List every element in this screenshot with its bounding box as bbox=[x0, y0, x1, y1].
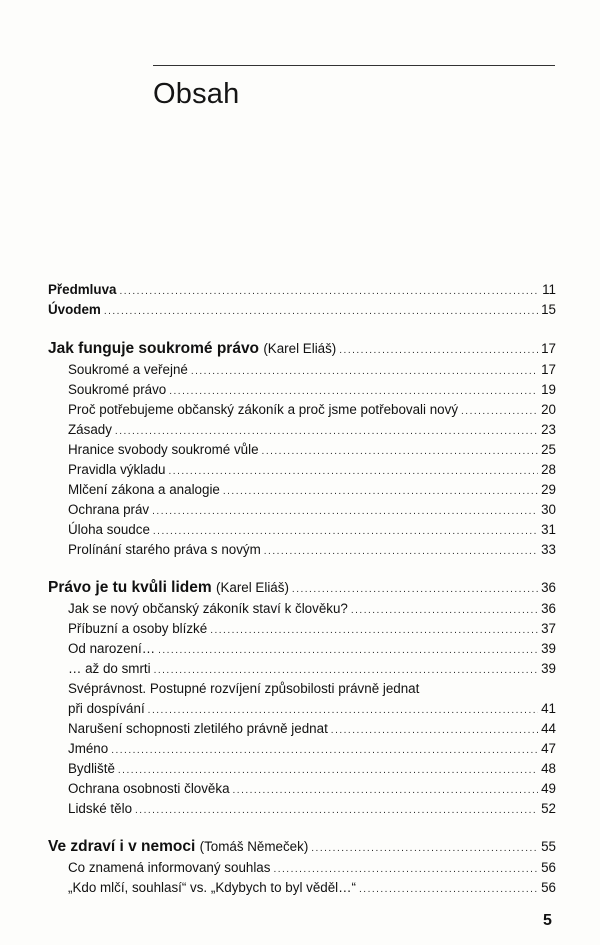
toc-entry[interactable] bbox=[48, 779, 556, 799]
toc-chapter-3[interactable] bbox=[48, 836, 556, 858]
toc-entry-page: 20 bbox=[541, 402, 556, 417]
toc-entry-page: 25 bbox=[541, 442, 556, 457]
toc-entry[interactable] bbox=[48, 639, 556, 659]
dot-leader bbox=[191, 362, 538, 382]
dot-leader bbox=[118, 761, 538, 781]
toc-entry-page: 33 bbox=[541, 542, 556, 557]
toc-entry-page: 15 bbox=[541, 302, 556, 317]
toc-chapter-heading bbox=[48, 577, 289, 599]
toc-entry-title: Pravidla výkladu bbox=[68, 462, 166, 477]
toc-entry-title: Jméno bbox=[68, 741, 109, 756]
toc-entry[interactable] bbox=[48, 500, 556, 520]
toc-entry[interactable] bbox=[48, 719, 556, 739]
chapter-title: Právo je tu kvůli lidem bbox=[48, 579, 212, 596]
toc-chapter-1[interactable] bbox=[48, 338, 556, 360]
toc-entry-page: 17 bbox=[541, 341, 556, 356]
toc-entry-title: Ochrana práv bbox=[68, 502, 150, 517]
toc-entry-introduction[interactable] bbox=[48, 300, 556, 320]
toc-entry-page: 37 bbox=[541, 621, 556, 636]
dot-leader bbox=[311, 838, 538, 860]
dot-leader bbox=[148, 701, 538, 721]
page-heading: Obsah bbox=[153, 78, 240, 110]
toc-entry-title: Mlčení zákona a analogie bbox=[68, 482, 220, 497]
toc-entry-title: Jak se nový občanský zákoník staví k člověku? bbox=[68, 601, 348, 616]
toc-entry-foreword[interactable] bbox=[48, 280, 556, 300]
dot-leader bbox=[331, 721, 538, 741]
toc-entry-page: 55 bbox=[541, 839, 556, 854]
toc-entry-title: Bydliště bbox=[68, 761, 115, 776]
dot-leader bbox=[152, 502, 538, 522]
toc-entry-title: Narušení schopnosti zletilého právně jednat bbox=[68, 721, 328, 736]
toc-entry[interactable] bbox=[48, 858, 556, 878]
toc-entry[interactable] bbox=[48, 480, 556, 500]
toc-entry-title: Svéprávnost. Postupné rozvíjení způsobilosti právně jednat bbox=[68, 681, 420, 696]
toc-entry-title: Lidské tělo bbox=[68, 801, 133, 816]
toc-entry-title: „Kdo mlčí, souhlasí“ vs. „Kdybych to byl věděl…“ bbox=[68, 880, 357, 895]
dot-leader bbox=[461, 402, 538, 422]
chapter-author: (Karel Eliáš) bbox=[215, 580, 289, 595]
toc-entry-page: 44 bbox=[541, 721, 556, 736]
dot-leader bbox=[262, 442, 539, 462]
toc-entry-page: 52 bbox=[541, 801, 556, 816]
dot-leader bbox=[111, 741, 538, 761]
toc-entry[interactable] bbox=[48, 540, 556, 560]
dot-leader bbox=[233, 781, 539, 801]
toc-entry[interactable] bbox=[48, 799, 556, 819]
toc-entry[interactable] bbox=[48, 739, 556, 759]
toc-entry-page: 28 bbox=[541, 462, 556, 477]
toc-entry-page: 11 bbox=[542, 282, 556, 297]
toc-entry-title: Zásady bbox=[68, 422, 112, 437]
toc-entry-page: 31 bbox=[541, 522, 556, 537]
toc-entry-page: 39 bbox=[541, 661, 556, 676]
toc-entry[interactable] bbox=[48, 759, 556, 779]
toc-entry-page: 29 bbox=[541, 482, 556, 497]
toc-entry-page: 39 bbox=[541, 641, 556, 656]
toc-entry-page: 36 bbox=[541, 601, 556, 616]
toc-entry[interactable] bbox=[48, 699, 556, 719]
toc-entry-page: 30 bbox=[541, 502, 556, 517]
toc-entry[interactable] bbox=[48, 659, 556, 679]
dot-leader bbox=[351, 601, 538, 621]
dot-leader bbox=[115, 422, 538, 442]
toc-entry-page: 19 bbox=[541, 382, 556, 397]
dot-leader bbox=[169, 382, 538, 402]
toc-entry-page: 48 bbox=[541, 761, 556, 776]
chapter-title: Ve zdraví i v nemoci bbox=[48, 838, 196, 855]
toc-chapter-2[interactable] bbox=[48, 577, 556, 599]
toc-entry[interactable] bbox=[48, 380, 556, 400]
toc-entry-page: 49 bbox=[541, 781, 556, 796]
toc-entry-title: Od narození… bbox=[68, 641, 156, 656]
toc-entry-title: Ochrana osobnosti člověka bbox=[68, 781, 230, 796]
toc-entry-title: Hranice svobody soukromé vůle bbox=[68, 442, 259, 457]
toc-entry[interactable] bbox=[48, 520, 556, 540]
top-rule bbox=[153, 65, 555, 66]
toc-entry-page: 17 bbox=[541, 362, 556, 377]
toc-entry-page: 23 bbox=[541, 422, 556, 437]
toc-entry-page: 56 bbox=[541, 860, 556, 875]
toc-entry-title: Předmluva bbox=[48, 282, 117, 297]
dot-leader bbox=[264, 542, 538, 562]
dot-leader bbox=[223, 482, 538, 502]
page-number: 5 bbox=[543, 912, 552, 929]
dot-leader bbox=[153, 522, 538, 542]
chapter-author: (Karel Eliáš) bbox=[263, 341, 337, 356]
toc-entry-page: 41 bbox=[541, 701, 556, 716]
dot-leader bbox=[158, 641, 538, 661]
toc-entry[interactable] bbox=[48, 360, 556, 380]
toc-chapter-heading bbox=[48, 338, 336, 360]
dot-leader bbox=[273, 860, 538, 880]
toc-entry-title: Prolínání starého práva s novým bbox=[68, 542, 261, 557]
dot-leader bbox=[210, 621, 538, 641]
toc-entry[interactable] bbox=[48, 400, 556, 420]
toc-entry[interactable] bbox=[48, 440, 556, 460]
toc-entry-title: Soukromé a veřejné bbox=[68, 362, 188, 377]
toc-entry-page: 36 bbox=[541, 580, 556, 595]
toc-entry[interactable] bbox=[48, 878, 556, 898]
toc-entry[interactable] bbox=[48, 420, 556, 440]
toc-entry[interactable] bbox=[48, 619, 556, 639]
toc-entry-title: Úvodem bbox=[48, 302, 101, 317]
dot-leader bbox=[104, 302, 538, 322]
toc-entry-title: Soukromé právo bbox=[68, 382, 167, 397]
chapter-author: (Tomáš Němeček) bbox=[199, 839, 309, 854]
chapter-title: Jak funguje soukromé právo bbox=[48, 340, 260, 357]
toc-entry-title: Co znamená informovaný souhlas bbox=[68, 860, 271, 875]
toc-entry-title: Úloha soudce bbox=[68, 522, 150, 537]
dot-leader bbox=[169, 462, 539, 482]
toc-entry-title: Příbuzní a osoby blízké bbox=[68, 621, 208, 636]
dot-leader bbox=[339, 340, 538, 362]
dot-leader bbox=[135, 801, 538, 821]
toc-entry[interactable] bbox=[48, 599, 556, 619]
dot-leader bbox=[154, 661, 539, 681]
dot-leader bbox=[359, 880, 538, 900]
toc-entry-title: Proč potřebujeme občanský zákoník a proč jsme potřebovali nový bbox=[68, 402, 459, 417]
toc-entry-page: 47 bbox=[541, 741, 556, 756]
dot-leader bbox=[119, 282, 539, 302]
table-of-contents bbox=[48, 280, 556, 898]
toc-chapter-heading bbox=[48, 836, 308, 858]
toc-entry-title: při dospívání bbox=[68, 701, 145, 716]
toc-entry[interactable] bbox=[48, 460, 556, 480]
toc-entry-title: … až do smrti bbox=[68, 661, 151, 676]
toc-entry[interactable] bbox=[48, 679, 556, 699]
toc-entry-page: 56 bbox=[541, 880, 556, 895]
dot-leader bbox=[292, 579, 538, 601]
